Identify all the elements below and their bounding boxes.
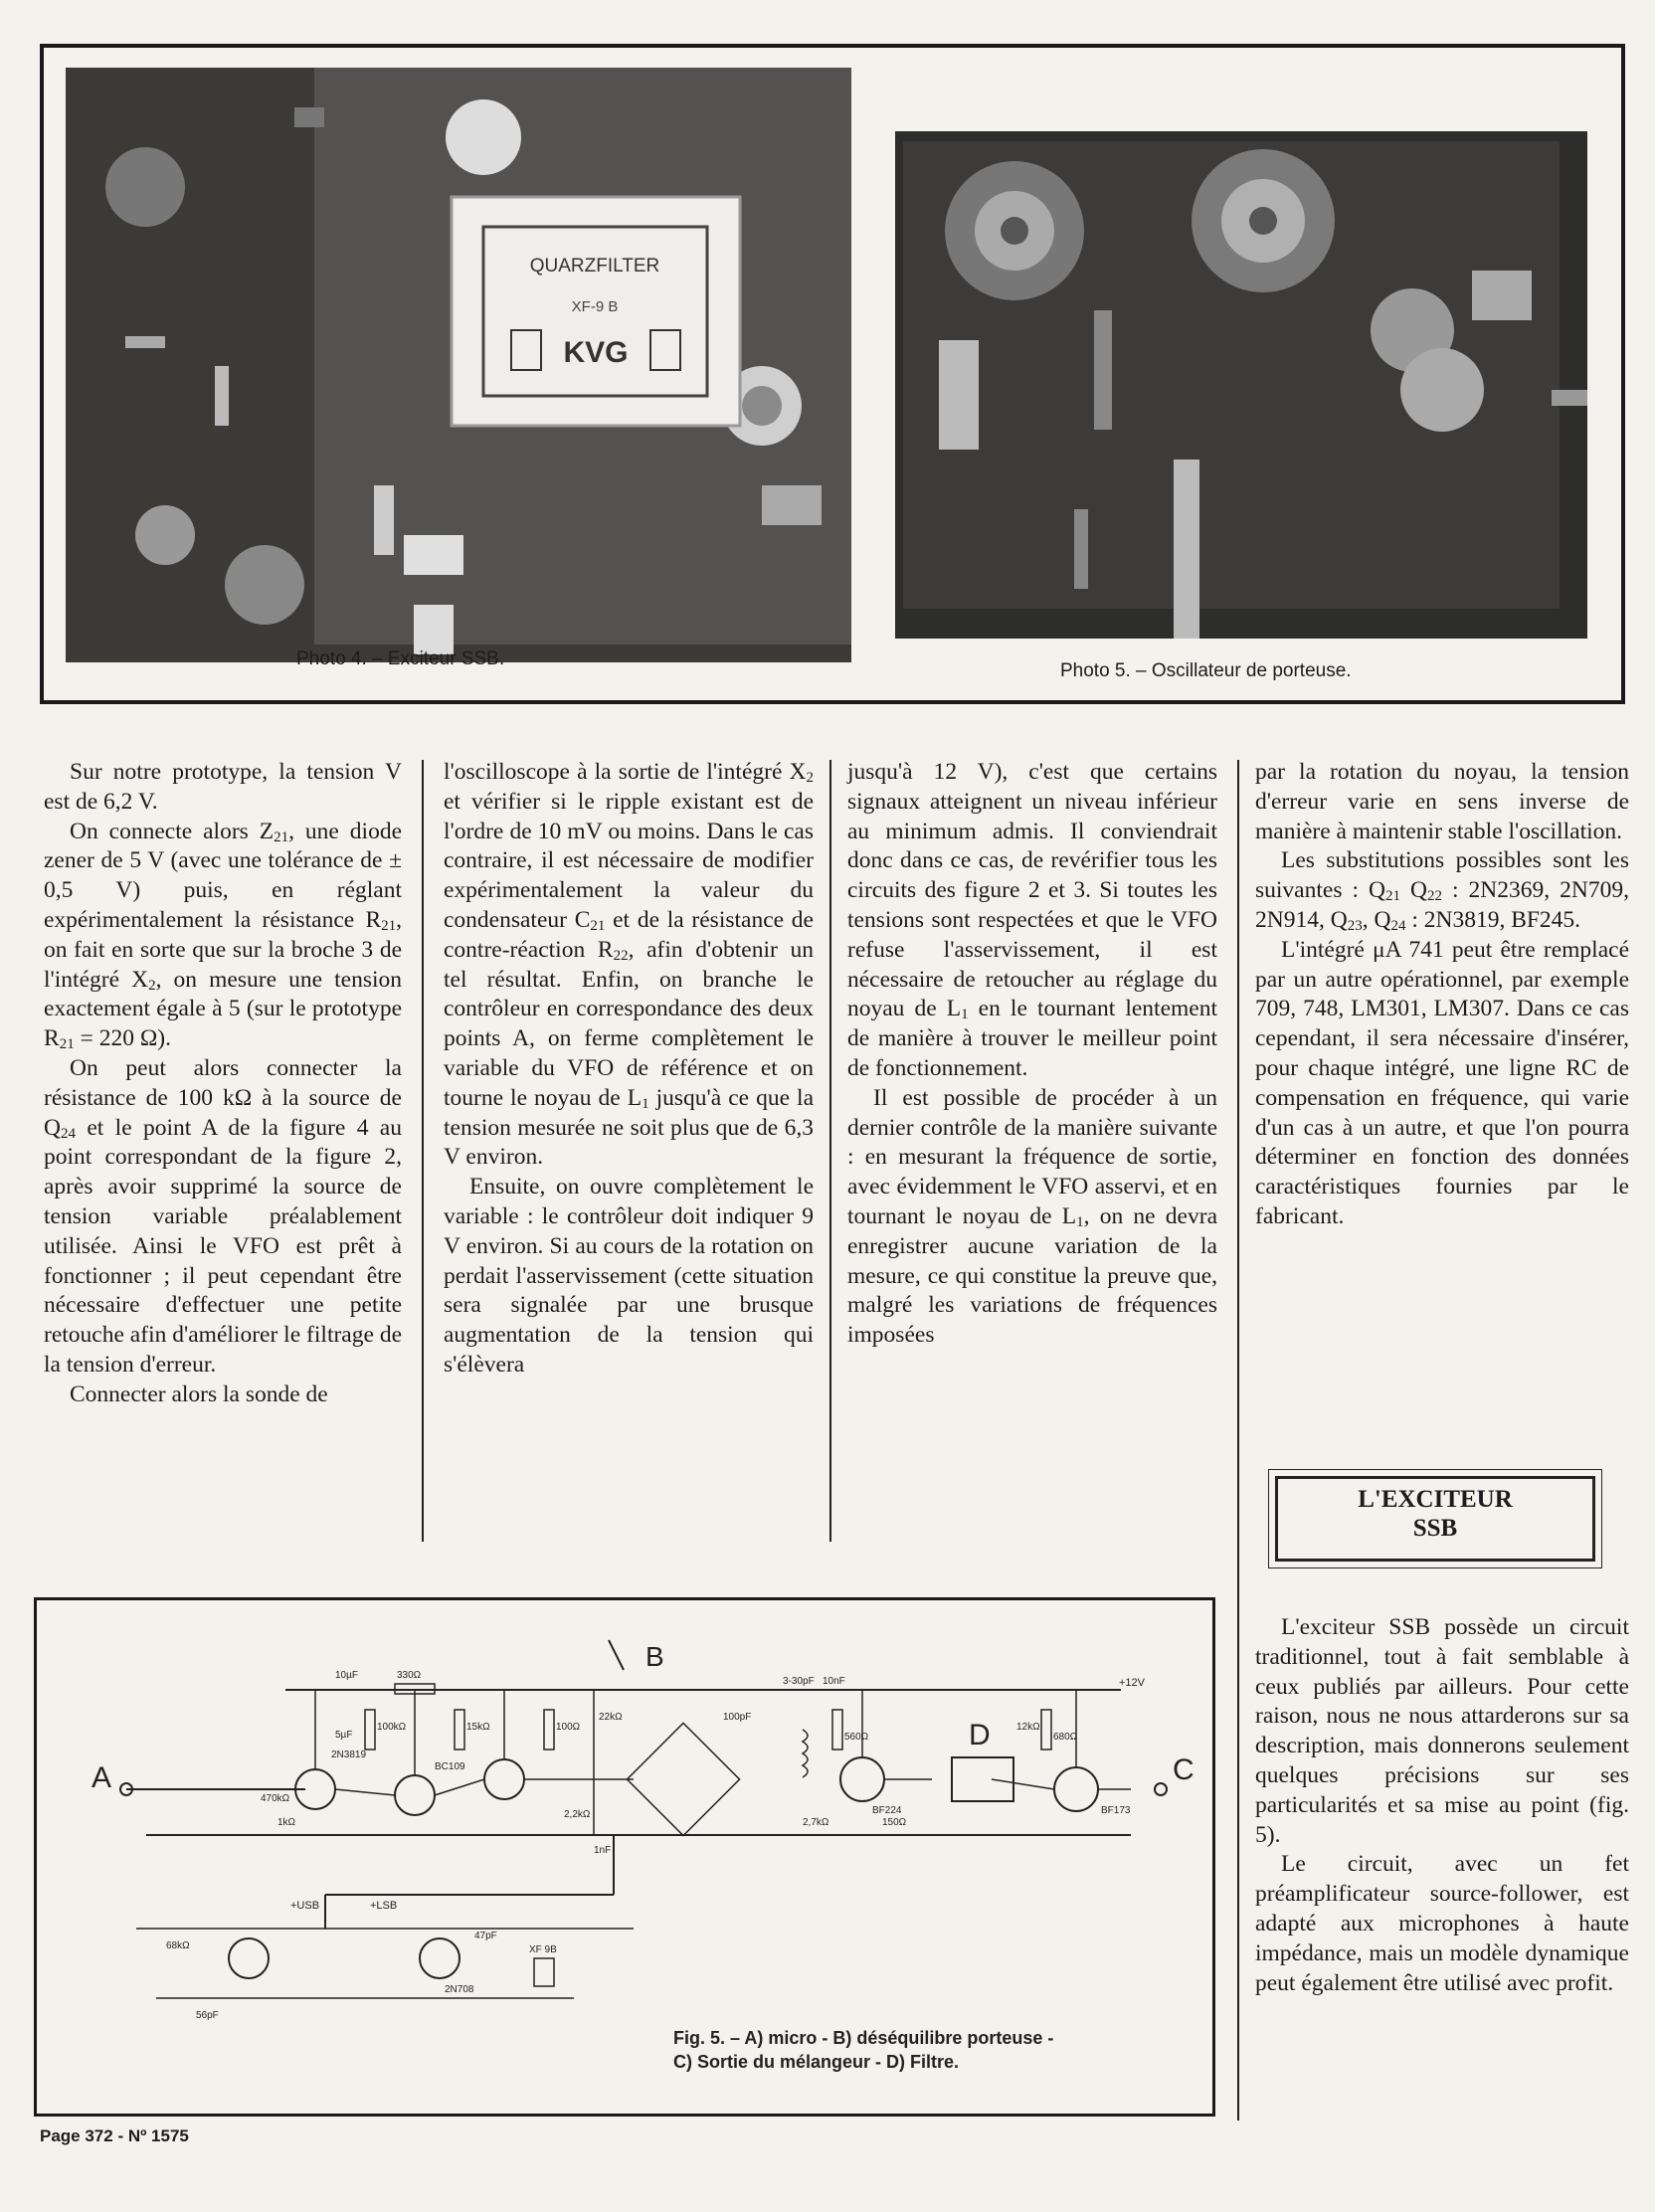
label-16: 150Ω [882,1817,907,1828]
supply-label: +12V [1119,1677,1145,1689]
schematic-frame [34,1597,1215,2117]
label-11: 2,2kΩ [564,1809,591,1820]
column-divider-3 [1237,760,1239,2120]
photo-oscillateur-porteuse [895,131,1587,639]
label-4: 100Ω [556,1722,581,1733]
label-27: XF 9B [529,1944,557,1955]
col3-p2-text-b: , on ne devra enregistrer aucune variation de la mesure, ce qui constitue la preuve que, malgré les variations de fréquences imposées [847,1202,1217,1349]
label-24: 47pF [474,1931,497,1941]
text-column-2 [444,758,814,1381]
label-21: 12kΩ [1016,1722,1040,1733]
col2-p1-text-d: , afin d'obtenir un tel résultat. Enfin, on branche le contrôleur en correspondance des deux points A, on ferme complètement le variable du VFO de référence et on tourne le noyau de L [444,936,815,1111]
col4-p2-sub-1: 21 [1384,888,1400,905]
col4-p2-text-a: Les substitutions possibles sont les suivantes : Q [1255,847,1629,904]
col1-p3-text-b: et le point A de la figure 4 au point correspondant de la figure 2, après avoir supprimé la source de tension variable préalablement utilisée. Ainsi le VFO est prêt à fonctionner ; il peut cependant être nécessaire d'effectuer une petite retouche afin d'améliorer le filtrage de la tension d'erreur. [44,1114,402,1378]
photo-frame [40,44,1625,704]
col1-p2-text-e: = 220 Ω). [74,1025,171,1052]
col3-paragraph-2 [847,1084,1217,1351]
col4-paragraph-1: par la rotation du noyau, la tension d'erreur varie en sens inverse de manière à maintenir stable l'oscillation. [1255,759,1629,844]
label-22: 68kΩ [166,1940,190,1951]
transistor-q3 [484,1759,524,1799]
col2-paragraph-2: Ensuite, on ouvre complètement le variable : le contrôleur doit indiquer 9 V environ. Si au cours de la rotation on perdait l'asservissement (cette situation sera signalée par une brusque augmentation de la tension qui s'élèvera [444,1174,814,1378]
col2-p1-text-b: et vérifier si le ripple existant est de l'ordre de 10 mV ou moins. Dans le cas contraire, il est nécessaire de modifier expérimentalement la valeur du condensateur C [444,788,814,933]
resistor-560 [832,1710,842,1750]
label-3: 15kΩ [466,1722,490,1733]
photo4-caption: Photo 4. – Exciteur SSB. [296,648,505,669]
col3-p2-sub-1: 1 [1076,1213,1084,1230]
col1-p2-sub-2: 21 [381,917,397,934]
label-0: 10µF [335,1670,358,1681]
figure-caption-line-1: Fig. 5. – A) micro - B) déséquilibre porteuse - [673,2028,1054,2048]
switch-s [609,1640,624,1670]
photo5-caption: Photo 5. – Oscillateur de porteuse. [1060,660,1352,681]
point-d-label: D [969,1719,991,1751]
col1-p2-sub-3: 2 [148,977,156,994]
resistor-680 [1041,1710,1051,1750]
col4-paragraph-2 [1255,846,1629,935]
col4-p2-text-e: : 2N3819, BF245. [1405,906,1581,933]
section-heading-exciteur-ssb [1275,1476,1595,1562]
transistor-lsb [420,1938,460,1978]
col2-p1-text-a: l'oscilloscope à la sortie de l'intégré X [444,759,807,785]
col1-p3-sub-1: 24 [60,1125,76,1142]
transistor-bf173 [1054,1767,1098,1811]
figure-caption-line-2: C) Sortie du mélangeur - D) Filtre. [673,2052,960,2072]
filter-brand: KVG [563,336,629,369]
label-2: 100kΩ [377,1722,407,1733]
text-column-3 [847,758,1217,1351]
filter-box-d [952,1757,1013,1801]
lsb-label: +LSB [370,1900,398,1912]
col2-p1-sub-4: 1 [642,1095,649,1112]
point-c-label: C [1173,1753,1195,1786]
transistor-bf224 [840,1757,884,1801]
label-10: 5µF [335,1730,353,1741]
filter-label-2: XF-9 B [571,298,619,315]
label-5: 22kΩ [599,1712,623,1723]
transistor-usb [229,1938,269,1978]
schematic-diagram [37,1600,1212,2114]
label-12: 100pF [723,1712,752,1723]
col1-paragraph-2 [44,818,402,1054]
col1-paragraph-3 [44,1054,402,1381]
diode-bridge [627,1723,739,1835]
col4-p2-sub-3: 23 [1347,917,1363,934]
col4-paragraph-4: L'exciteur SSB possède un circuit traditionnel, tout à fait semblable à ceux publiés par ailleurs. Pour cette raison, nous ne nous attarderons sur sa description, mais donnerons seulement quelques précisions sur ses particularités et sa mise au point (fig. 5). [1255,1614,1629,1848]
label-1: 330Ω [397,1670,422,1681]
col4-p2-text-d: , Q [1362,906,1391,933]
col1-p2-text-b: , une diode zener de 5 V (avec une tolérance de ± 0,5 V) puis, en réglant expérimentalement la résistance R [44,818,402,933]
col2-p1-text-c: et de la résistance de contre-réaction R [444,906,814,963]
label-8: BC109 [435,1761,465,1772]
col2-p1-text-e: jusqu'à ce que la tension mesurée ne soit plus que de 6,3 V environ. [444,1084,814,1171]
col1-p2-sub-1: 21 [274,829,289,845]
heading-line-1: L'EXCITEUR [1358,1486,1513,1513]
resistor-100 [544,1710,554,1750]
crystal-xf9b [534,1958,554,1986]
label-13: 3-30pF [783,1676,815,1687]
col1-paragraph-1: Sur notre prototype, la tension V est de 6,2 V. [44,759,402,815]
label-20: BF224 [872,1805,902,1816]
col1-paragraph-4: Connecter alors la sonde de [70,1381,328,1407]
col4-p2-text-b: Q [1399,877,1427,904]
col3-p1-text-b: en le tournant lentement de manière à trouver le meilleur point de fonctionnement. [847,996,1217,1081]
output-connector-c [1155,1783,1167,1795]
photo-exciteur-image [66,68,851,662]
photo-oscillateur-image [895,131,1587,639]
text-column-4-lower [1255,1613,1629,1998]
col1-p2-sub-4: 21 [59,1036,75,1053]
column-divider-2 [829,760,831,1542]
label-6: 1kΩ [277,1817,296,1828]
col2-p1-sub-2: 21 [590,917,606,934]
col4-p2-sub-2: 22 [1426,888,1442,905]
coil-l1 [803,1730,808,1777]
label-17: 2,7kΩ [803,1817,829,1828]
filter-label-1: QUARZFILTER [529,256,660,276]
page-footer: Page 372 - Nº 1575 [40,2126,189,2145]
resistor-100k [365,1710,375,1750]
label-18: 680Ω [1053,1732,1078,1743]
col1-p2-text-d: , on mesure une tension exactement égale à 5 (sur le prototype R [44,966,402,1052]
label-7: 470kΩ [261,1793,290,1804]
label-15: 560Ω [844,1732,869,1743]
transistor-q2 [395,1775,435,1815]
col3-paragraph-1 [847,758,1217,1084]
col1-p3-text-a: On peut alors connecter la résistance de 100 kΩ à la source de Q [44,1054,402,1141]
col4-p2-text-c: : 2N2369, 2N709, 2N914, Q [1255,877,1629,933]
label-9: 2N3819 [331,1750,367,1760]
col4-p2-sub-4: 24 [1390,917,1406,934]
resistor-15k [455,1710,464,1750]
point-b-label: B [645,1641,664,1672]
point-a-label: A [92,1761,112,1794]
usb-label: +USB [290,1900,320,1912]
heading-line-2: SSB [1412,1515,1458,1542]
col2-p1-sub-3: 22 [613,947,629,964]
col4-paragraph-3: L'intégré μA 741 peut être remplacé par un autre opérationnel, par exemple 709, 748, LM301, LM307. Dans ce cas cependant, il sera nécessaire d'insérer, pour chaque intégré, une ligne RC de compensation en fréquence, qui varie d'un cas à un autre, et que l'on pourra déterminer en fonction des données caractéristiques fournies par le fabricant. [1255,936,1629,1229]
text-column-1 [44,758,402,1410]
col4-paragraph-5: Le circuit, avec un fet préamplificateur source-follower, est adapté aux microphones à haute impédance, mais un modèle dynamique peut également être utilisé avec profit. [1255,1851,1629,1996]
col3-p1-sub-1: 1 [961,1007,969,1023]
col2-paragraph-1 [444,758,814,1173]
col3-p1-text-a: jusqu'à 12 V), c'est que certains signaux atteignent un niveau inférieur au minimum admis. Il conviendrait donc dans ce cas, de revérifier tous les circuits des figure 2 et 3. Si toutes les tensions sont respectées et que le VFO refuse l'asservissement, il est nécessaire de retoucher au réglage du noyau de L [847,759,1217,1022]
photo-exciteur-ssb [66,68,851,662]
label-14: 10nF [823,1676,845,1687]
column-divider-1 [422,760,424,1542]
col1-p2-text-a: On connecte alors Z [70,818,275,844]
col3-p2-text-a: Il est possible de procéder à un dernier contrôle de la manière suivante : en mesurant la fréquence de sortie, avec évidemment le VFO asservi, et en tournant le noyau de L [847,1084,1217,1229]
label-19: BF173 [1101,1805,1131,1816]
label-26: 2N708 [445,1984,474,1995]
col2-p1-sub-1: 2 [806,770,814,786]
text-column-4 [1255,758,1629,1232]
label-25: 56pF [196,2010,219,2021]
col1-p2-text-c: , on fait en sorte que sur la broche 3 de l'intégré X [44,906,402,993]
label-23: 1nF [594,1845,612,1856]
